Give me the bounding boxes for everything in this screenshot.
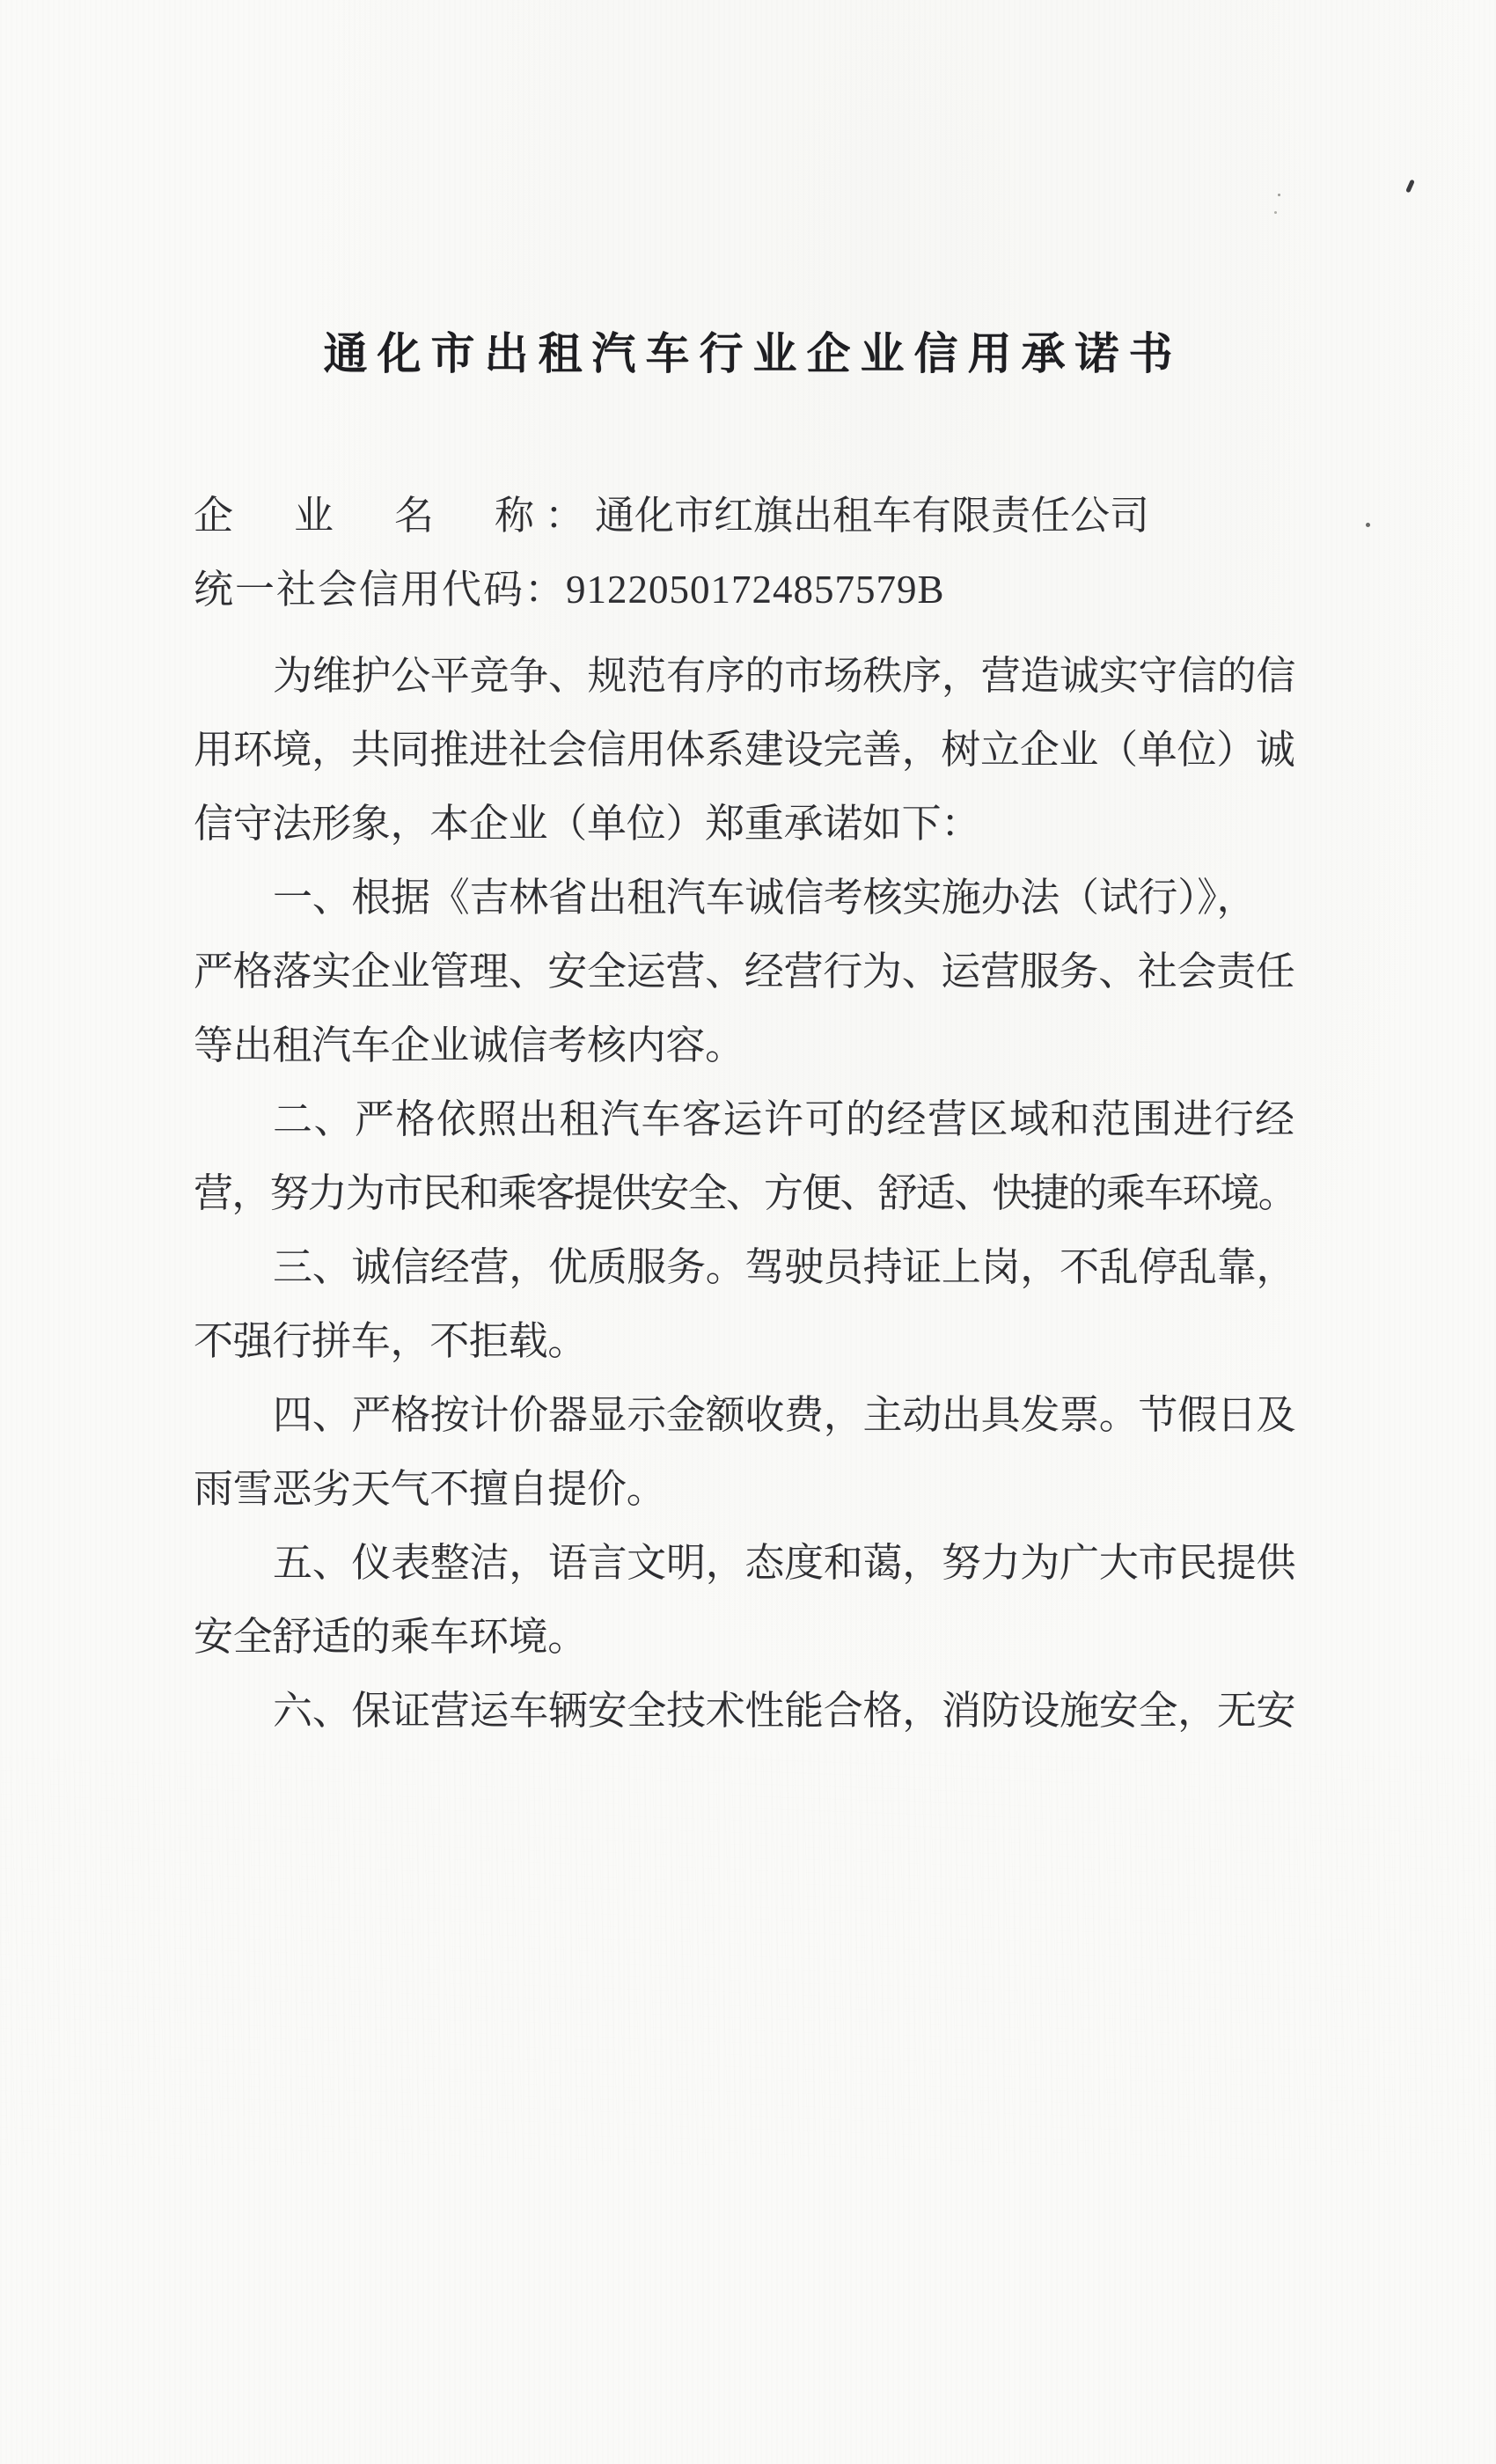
text-line: 营，努力为市民和乘客提供安全、方便、舒适、快捷的乘车环境。 — [194, 1171, 1296, 1215]
text-line: 不强行拼车，不拒载。 — [194, 1319, 588, 1363]
social-credit-code-value: 91220501724857579B — [566, 568, 945, 612]
scan-speck — [1278, 194, 1280, 196]
text-line: 二、严格依照出租汽车客运许可的经营区域和范围进行经 — [273, 1097, 1296, 1141]
field-social-credit-code — [194, 553, 1320, 627]
document-meta — [194, 479, 1320, 627]
text-line: 用环境，共同推进社会信用体系建设完善，树立企业（单位）诚 — [194, 728, 1295, 772]
text-line: 信守法形象，本企业（单位）郑重承诺如下： — [194, 802, 981, 846]
scan-texture-band — [0, 1751, 1496, 2165]
text-line: 雨雪恶劣天气不擅自提价。 — [194, 1467, 666, 1511]
document-body — [194, 639, 1296, 1748]
text-line: 四、严格按计价器显示金额收费，主动出具发票。节假日及 — [273, 1393, 1296, 1437]
scan-speck — [1366, 523, 1370, 527]
text-line: 安全舒适的乘车环境。 — [194, 1615, 588, 1659]
text-line: 严格落实企业管理、安全运营、经营行为、运营服务、社会责任 — [194, 950, 1295, 994]
enterprise-name-value: 通化市红旗出租车有限责任公司 — [595, 494, 1150, 538]
text-line: 为维护公平竞争、规范有序的市场秩序，营造诚实守信的信 — [273, 654, 1296, 698]
social-credit-code-label: 统一社会信用代码： — [194, 568, 567, 612]
text-line: 六、保证营运车辆安全技术性能合格，消防设施安全，无安 — [273, 1689, 1296, 1733]
text-line: 一、根据《吉林省出租汽车诚信考核实施办法（试行）》， — [273, 876, 1257, 920]
scan-speck — [1405, 180, 1415, 194]
text-line: 三、诚信经营，优质服务。驾驶员持证上岗，不乱停乱靠， — [273, 1245, 1296, 1289]
scan-speck — [1274, 211, 1277, 214]
enterprise-name-label: 企 业 名 称： — [194, 494, 596, 538]
text-line: 五、仪表整洁，语言文明，态度和蔼，努力为广大市民提供 — [273, 1541, 1296, 1585]
text-line: 等出租汽车企业诚信考核内容。 — [194, 1023, 744, 1067]
document-title: 通化市出租汽车行业企业信用承诺书 — [323, 329, 1183, 378]
field-enterprise-name — [194, 479, 1320, 553]
